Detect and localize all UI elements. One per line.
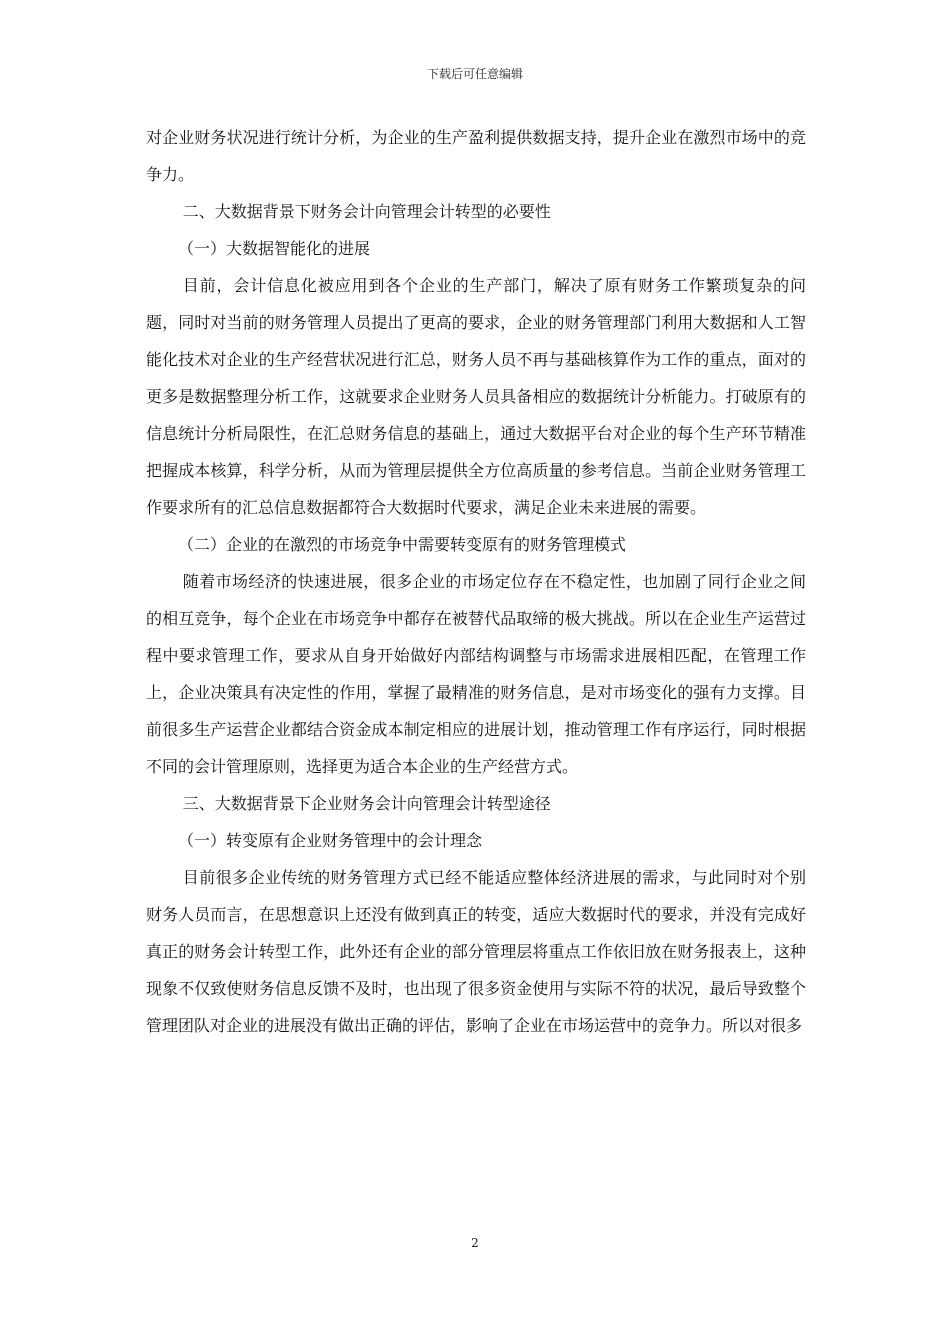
page-header: 下载后可任意编辑 <box>426 67 523 81</box>
paragraph-continuation: 对企业财务状况进行统计分析，为企业的生产盈利提供数据支持，提升企业在激烈市场中的竞争力。 <box>146 128 806 184</box>
section-heading-3: 三、大数据背景下企业财务会计向管理会计转型途径 <box>182 794 551 813</box>
page-number: 2 <box>471 1236 479 1250</box>
paragraph-2-1: 目前，会计信息化被应用到各个企业的生产部门，解决了原有财务工作繁琐复杂的问题，同时对当前的财务管理人员提出了更高的要求，企业的财务管理部门利用大数据和人工智能化技术对企业的生产经营状况进行汇总，财务人员不再与基础核算作为工作的重点，面对的更多是数据整理分析工作，这就要求企业财务人员具备相应的数据统计分析能力。打破原有的信息统计分析局限性，在汇总财务信息的基础上，通过大数据平台对企业的每个生产环节精准把握成本核算，科学分析，从而为管理层提供全方位高质量的参考信息。当前企业财务管理工作要求所有的汇总信息数据都符合大数据时代要求，满足企业未来进展的需要。 <box>146 276 806 517</box>
subsection-heading-3-1: （一）转变原有企业财务管理中的会计理念 <box>178 831 483 850</box>
paragraph-3-1: 目前很多企业传统的财务管理方式已经不能适应整体经济进展的需求，与此同时对个别财务人员而言，在思想意识上还没有做到真正的转变，适应大数据时代的要求，并没有完成好真正的财务会计转型工作，此外还有企业的部分管理层将重点工作依旧放在财务报表上，这种现象不仅致使财务信息反馈不及时，也出现了很多资金使用与实际不符的状况，最后导致整个管理团队对企业的进展没有做出正确的评估，影响了企业在市场运营中的竞争力。所以对很多 <box>146 868 806 1035</box>
document-body <box>146 119 806 1044</box>
subsection-heading-2-1: （一）大数据智能化的进展 <box>178 239 371 258</box>
subsection-heading-2-2: （二）企业的在激烈的市场竞争中需要转变原有的财务管理模式 <box>178 535 627 554</box>
paragraph-2-2: 随着市场经济的快速进展，很多企业的市场定位存在不稳定性，也加剧了同行企业之间的相互竞争，每个企业在市场竞争中都存在被替代品取缔的极大挑战。所以在企业生产运营过程中要求管理工作，要求从自身开始做好内部结构调整与市场需求进展相匹配，在管理工作上，企业决策具有决定性的作用，掌握了最精准的财务信息，是对市场变化的强有力支撑。目前很多生产运营企业都结合资金成本制定相应的进展计划，推动管理工作有序运行，同时根据不同的会计管理原则，选择更为适合本企业的生产经营方式。 <box>146 572 806 776</box>
section-heading-2: 二、大数据背景下财务会计向管理会计转型的必要性 <box>182 202 551 221</box>
